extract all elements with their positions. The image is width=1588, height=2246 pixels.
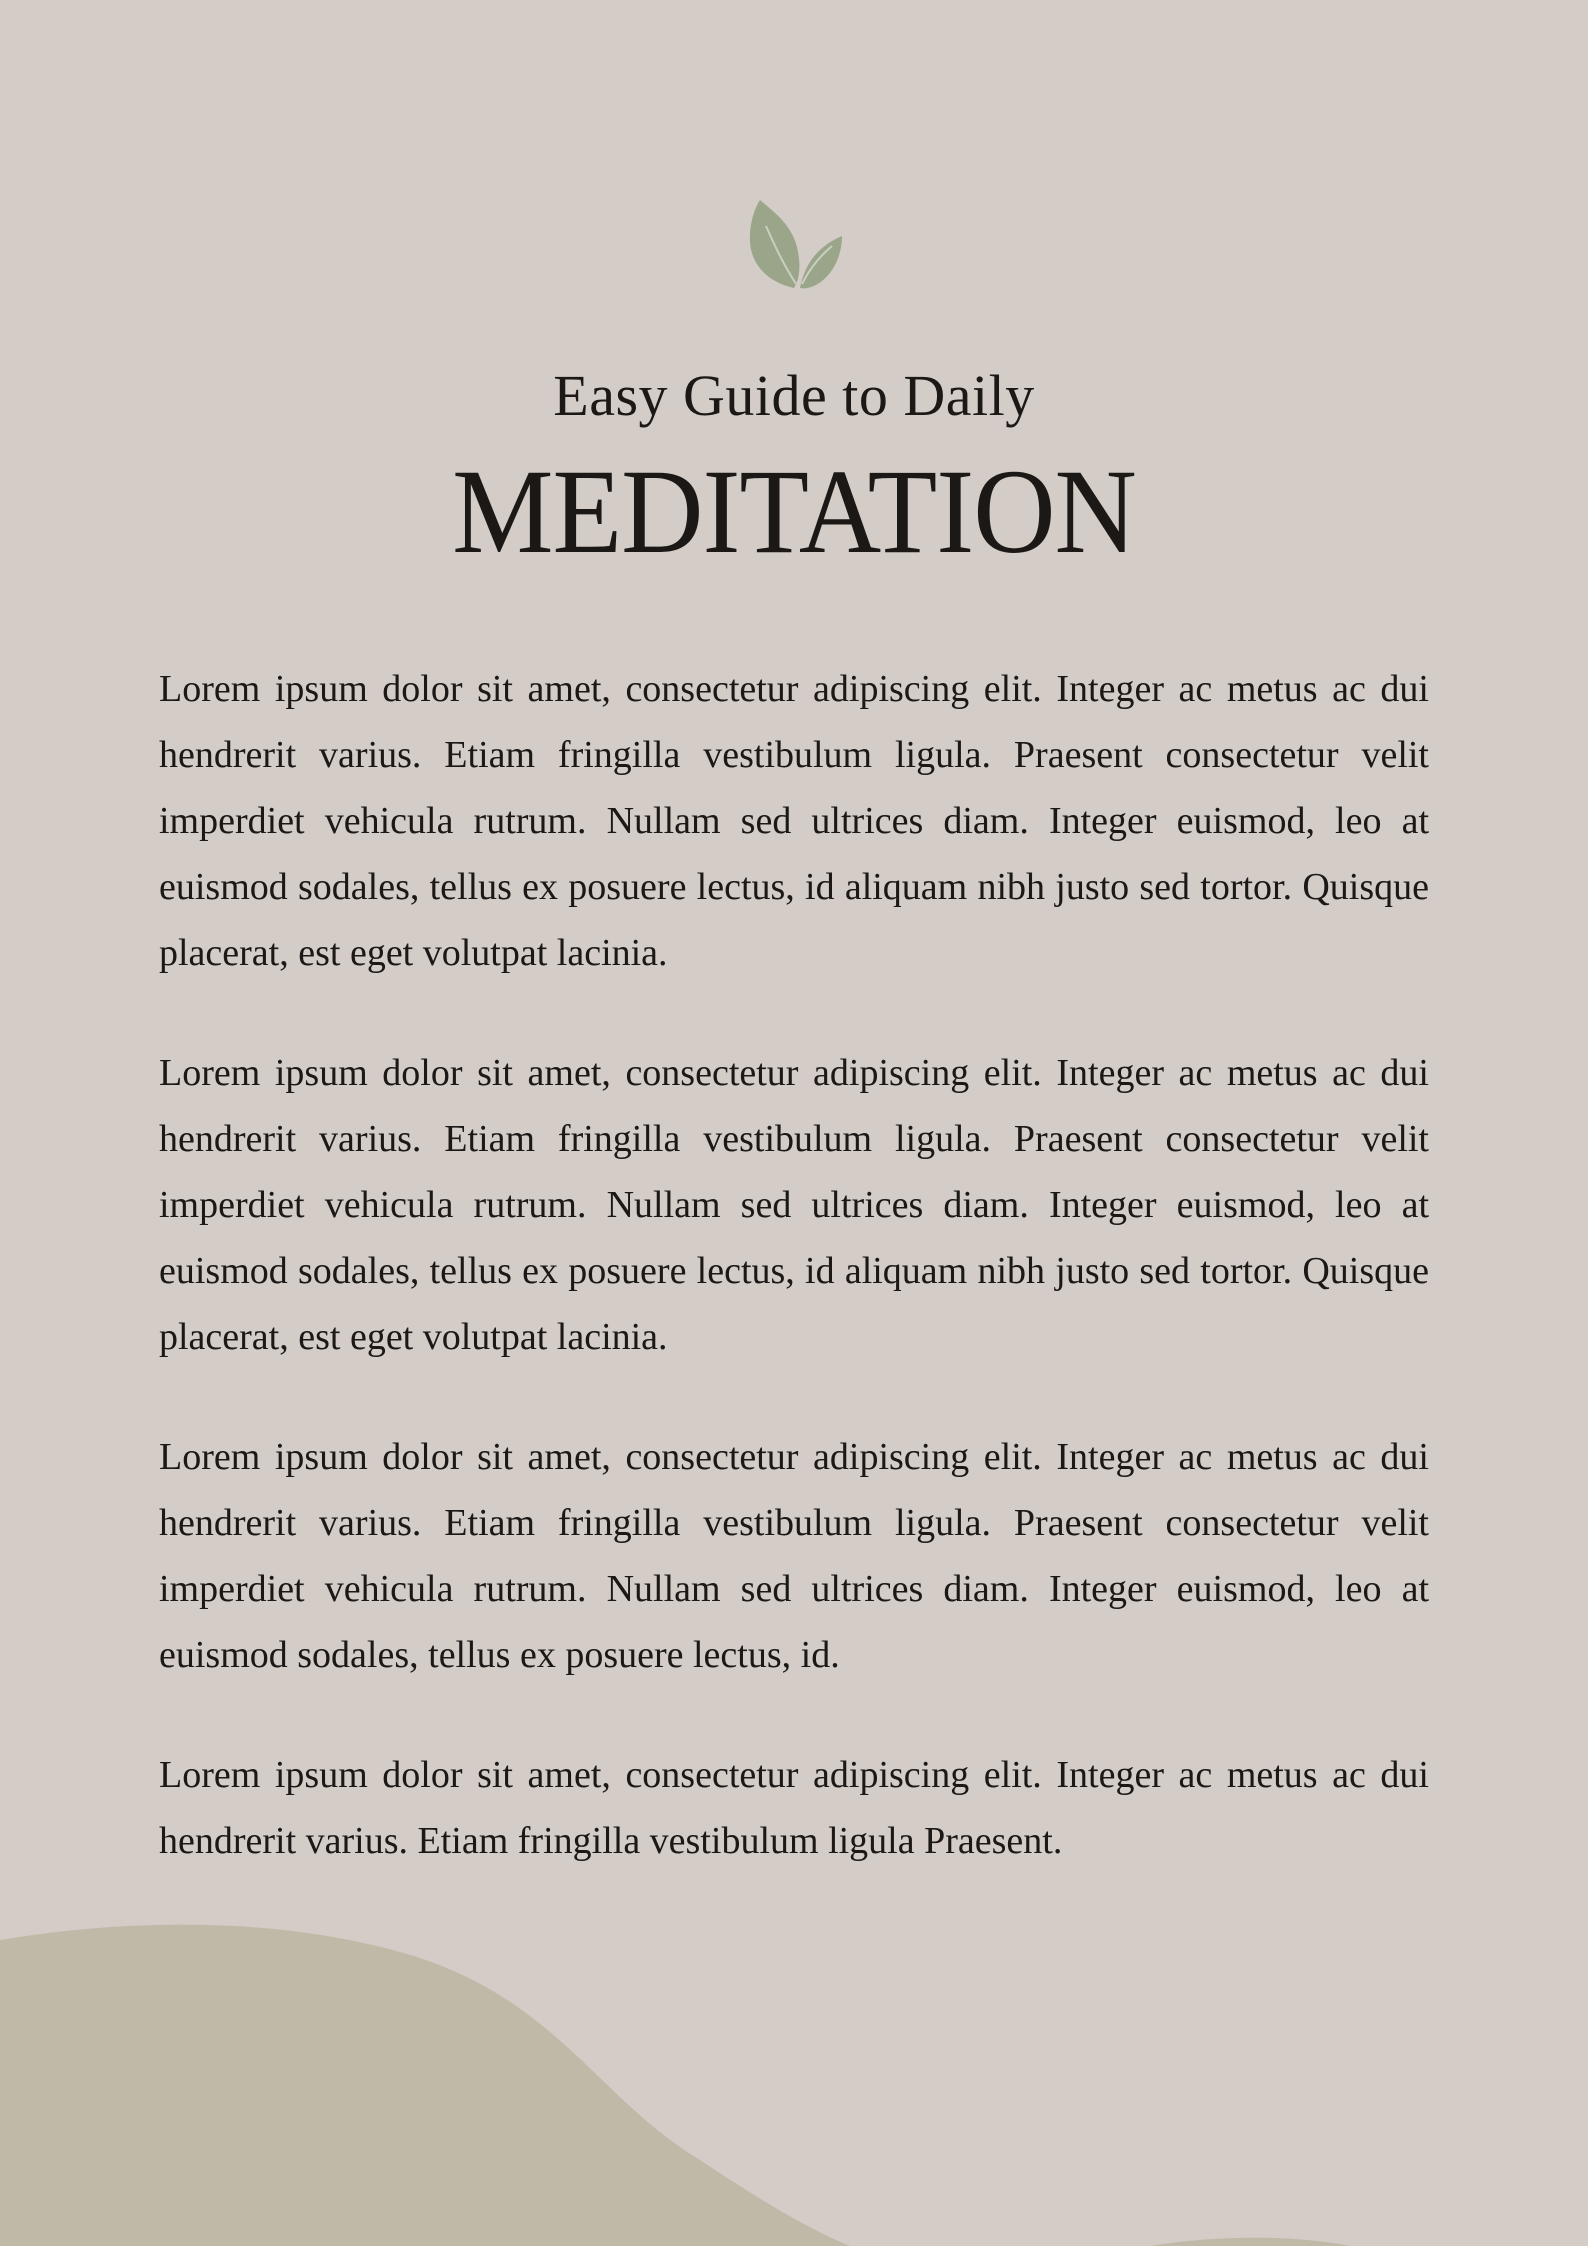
page-title: MEDITATION bbox=[452, 443, 1136, 579]
paragraph: Lorem ipsum dolor sit amet, consectetur adipiscing elit. Integer ac metus ac dui hendrerit varius. Etiam fringilla vestibulum ligula. Praesent consectetur velit imperdiet vehicula rutrum. Nullam sed ultrices diam. Integer euismod, leo at euismod sodales, tellus ex posuere lectus, id aliquam nibh justo sed tortor. Quisque placerat, est eget volutpat lacinia. bbox=[159, 1052, 1429, 1358]
paragraph: Lorem ipsum dolor sit amet, consectetur adipiscing elit. Integer ac metus ac dui hendrerit varius. Etiam fringilla vestibulum ligula. Praesent consectetur velit imperdiet vehicula rutrum. Nullam sed ultrices diam. Integer euismod, leo at euismod sodales, tellus ex posuere lectus, id aliquam nibh justo sed tortor. Quisque placerat, est eget volutpat lacinia. bbox=[159, 668, 1429, 974]
leaf-right bbox=[800, 236, 842, 288]
leaf-icon bbox=[744, 196, 844, 291]
paragraph: Lorem ipsum dolor sit amet, consectetur adipiscing elit. Integer ac metus ac dui hendrerit varius. Etiam fringilla vestibulum ligula. Praesent consectetur velit imperdiet vehicula rutrum. Nullam sed ultrices diam. Integer euismod, leo at euismod sodales, tellus ex posuere lectus, id. bbox=[159, 1436, 1429, 1676]
body-text bbox=[159, 656, 1429, 1928]
subtitle: Easy Guide to Daily bbox=[553, 363, 1035, 428]
paragraph: Lorem ipsum dolor sit amet, consectetur adipiscing elit. Integer ac metus ac dui hendrerit varius. Etiam fringilla vestibulum ligula Praesent. bbox=[159, 1754, 1429, 1862]
